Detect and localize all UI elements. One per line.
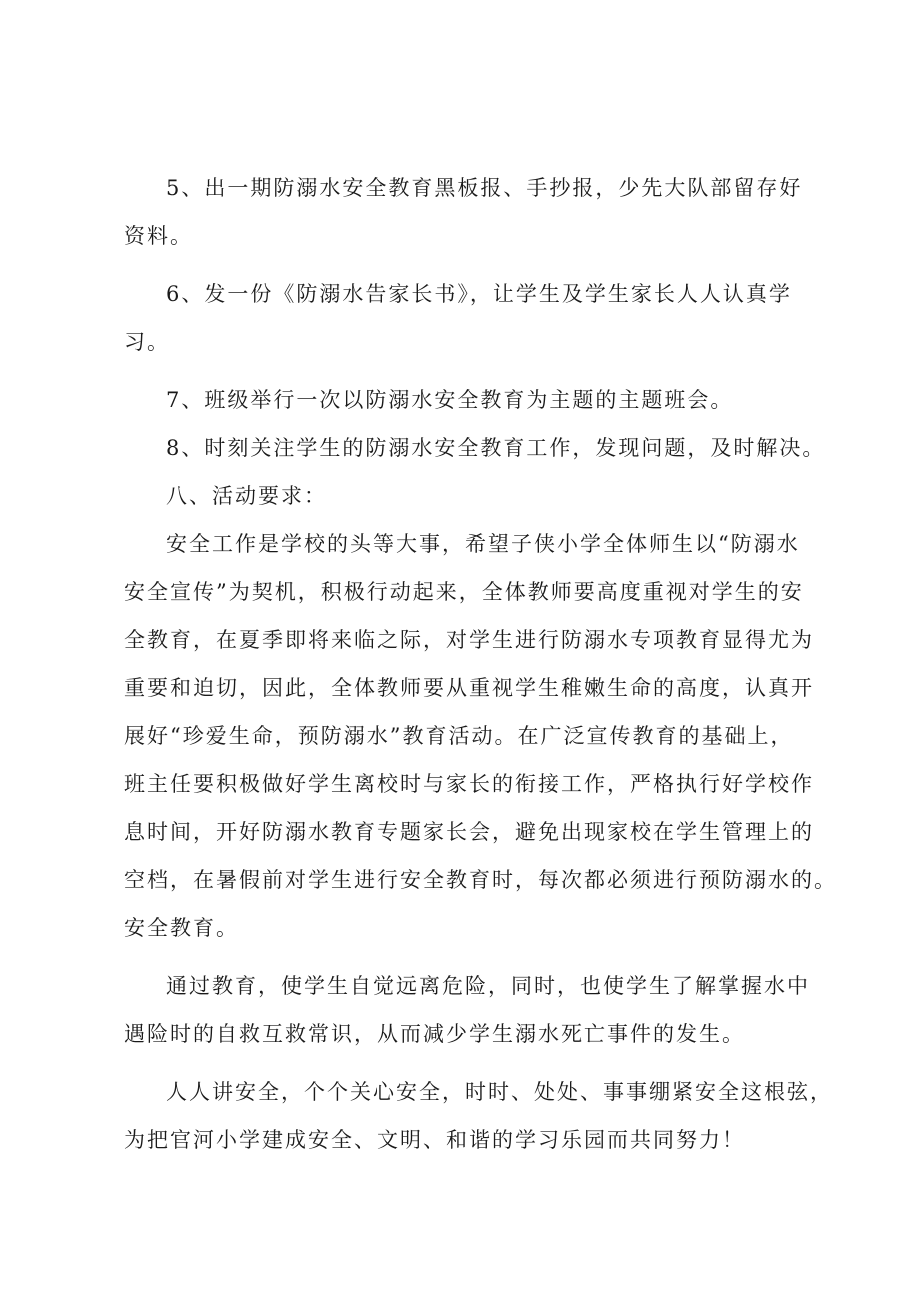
paragraph-education (124, 962, 824, 1058)
text-line: 遇险时的自救互救常识，从而减少学生溺水死亡事件的发生。 (124, 1022, 745, 1046)
paragraph-closing (124, 1068, 833, 1164)
text-line: 展好“珍爱生命，预防溺水”教育活动。在广泛宣传教育的基础上， (124, 724, 794, 748)
section-heading (124, 472, 824, 520)
paragraph-item-5 (124, 164, 824, 260)
text-line: 安全宣传”为契机，积极行动起来，全体教师要高度重视对学生的安 (124, 580, 804, 604)
text-line: 7、班级举行一次以防溺水安全教育为主题的主题班会。 (166, 388, 734, 412)
text-line: 5、出一期防溺水安全教育黑板报、手抄报，少先大队部留存好 (166, 176, 803, 200)
paragraph-item-7 (124, 376, 824, 424)
text-line: 为把官河小学建成安全、文明、和谐的学习乐园而共同努力！ (124, 1128, 745, 1152)
text-line: 空档，在暑假前对学生进行安全教育时，每次都必须进行预防溺水的。 (124, 868, 837, 892)
paragraph-item-6 (124, 270, 824, 366)
text-line: 全教育，在夏季即将来临之际，对学生进行防溺水专项教育显得尤为 (124, 628, 814, 652)
text-line: 息时间，开好防溺水教育专题家长会，避免出现家校在学生管理上的 (124, 820, 814, 844)
text-line: 安全工作是学校的头等大事，希望子侠小学全体师生以“防溺水 (166, 532, 800, 556)
text-line: 重要和迫切，因此，全体教师要从重视学生稚嫩生命的高度，认真开 (124, 676, 814, 700)
text-line: 通过教育，使学生自觉远离危险，同时，也使学生了解掌握水中 (166, 974, 810, 998)
text-line: 人人讲安全，个个关心安全，时时、处处、事事绷紧安全这根弦， (166, 1080, 833, 1104)
document-body (124, 164, 837, 1164)
text-line: 班主任要积极做好学生离校时与家长的衔接工作，严格执行好学校作 (124, 772, 814, 796)
text-line: 安全教育。 (124, 916, 239, 940)
text-line: 资料。 (124, 224, 193, 248)
text-line: 6、发一份《防溺水告家长书》，让学生及学生家长人人认真学 (166, 282, 792, 306)
text-line: 8、时刻关注学生的防溺水安全教育工作，发现问题，及时解决。 (166, 436, 826, 460)
paragraph-requirements (124, 520, 837, 952)
paragraph-item-8 (124, 424, 824, 472)
heading-text: 八、活动要求： (166, 484, 327, 508)
text-line: 习。 (124, 330, 170, 354)
